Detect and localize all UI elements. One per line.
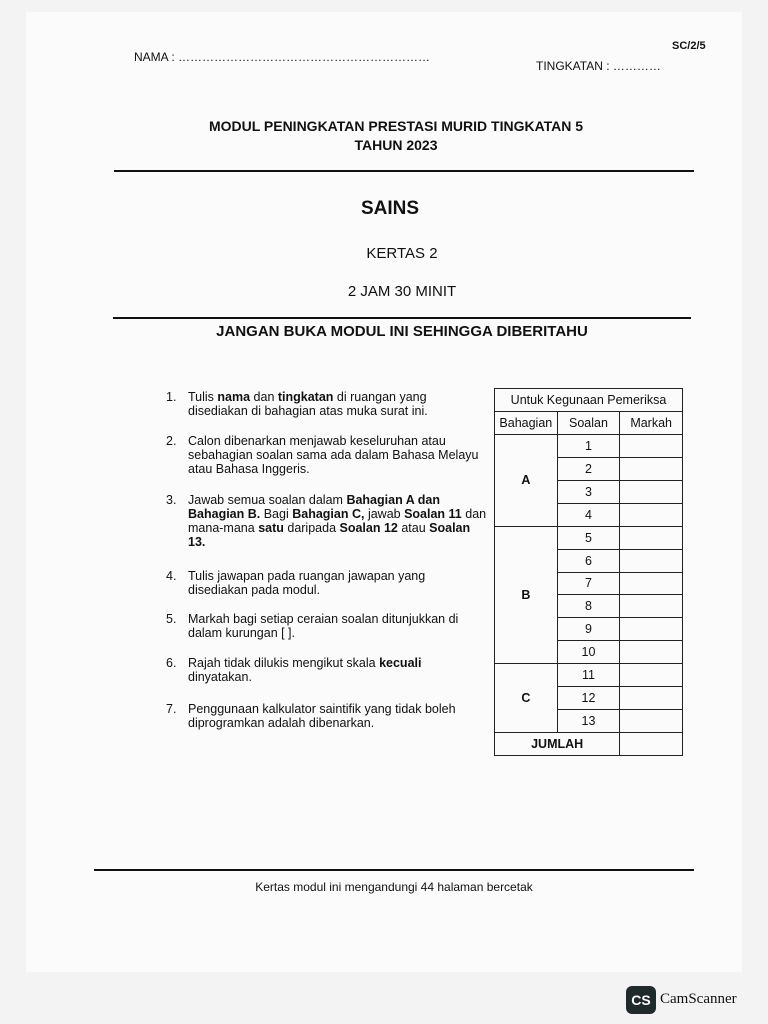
instruction-text: Calon dibenarkan menjawab keseluruhan atau sebahagian soalan sama ada dalam Bahasa Melayu atau Bahasa Inggeris. [188, 434, 479, 476]
table-row [495, 526, 683, 549]
marks-cell[interactable] [620, 503, 683, 526]
instruction-number: 7. [166, 702, 177, 716]
marks-cell[interactable] [620, 687, 683, 710]
marks-cell[interactable] [620, 457, 683, 480]
instruction-number: 3. [166, 493, 177, 507]
camscanner-logo-icon: CS [626, 986, 656, 1014]
section-label-a: A [495, 434, 558, 526]
question-number: 1 [557, 434, 620, 457]
divider-bottom [94, 869, 694, 871]
divider-middle [113, 317, 691, 319]
page-count-note: Kertas modul ini mengandungi 44 halaman bercetak [255, 880, 533, 894]
instruction-number: 2. [166, 434, 177, 448]
instruction-number: 4. [166, 569, 177, 583]
form-level-field: TINGKATAN : ………… [536, 59, 661, 73]
marks-cell[interactable] [620, 480, 683, 503]
question-number: 6 [557, 549, 620, 572]
instruction-text: Penggunaan kalkulator saintifik yang tidak boleh diprogramkan adalah dibenarkan. [188, 702, 456, 730]
table-header-soalan: Soalan [557, 411, 620, 434]
total-marks-cell[interactable] [620, 733, 683, 756]
instruction-text: Markah bagi setiap ceraian soalan ditunjukkan di dalam kurungan [ ]. [188, 612, 459, 640]
divider-top [114, 170, 694, 172]
table-row [495, 664, 683, 687]
marks-cell[interactable] [620, 572, 683, 595]
question-number: 8 [557, 595, 620, 618]
section-label-c: C [495, 664, 558, 733]
instruction-number: 5. [166, 612, 177, 626]
module-title: MODUL PENINGKATAN PRESTASI MURID TINGKATAN 5 [208, 118, 584, 134]
question-number: 3 [557, 480, 620, 503]
instruction-number: 6. [166, 656, 177, 670]
question-number: 11 [557, 664, 620, 687]
instruction-number: 1. [166, 390, 177, 404]
question-number: 4 [557, 503, 620, 526]
marks-cell[interactable] [620, 526, 683, 549]
table-row [495, 434, 683, 457]
subject-title: SAINS [360, 198, 420, 219]
question-number: 13 [557, 710, 620, 733]
question-number: 5 [557, 526, 620, 549]
marks-cell[interactable] [620, 549, 683, 572]
question-number: 7 [557, 572, 620, 595]
exam-duration: 2 JAM 30 MINIT [347, 283, 457, 300]
marks-cell[interactable] [620, 710, 683, 733]
marks-cell[interactable] [620, 618, 683, 641]
instruction-text: Rajah tidak dilukis mengikut skala kecuali dinyatakan. [188, 656, 422, 684]
question-number: 10 [557, 641, 620, 664]
marks-cell[interactable] [620, 664, 683, 687]
paper-number: KERTAS 2 [366, 245, 438, 262]
question-number: 9 [557, 618, 620, 641]
instruction-text: Jawab semua soalan dalam Bahagian A dan Bahagian B. Bagi Bahagian C, jawab Soalan 11 dan mana-mana satu daripada Soalan 12 atau Soalan 13. [188, 493, 487, 549]
student-name-field: NAMA : ……………………………………………………… [134, 50, 431, 64]
paper-code: SC/2/5 [672, 40, 706, 52]
question-number: 2 [557, 457, 620, 480]
warning-text: JANGAN BUKA MODUL INI SEHINGGA DIBERITAHU [216, 323, 588, 340]
instruction-text: Tulis nama dan tingkatan di ruangan yang disediakan di bahagian atas muka surat ini. [188, 390, 428, 418]
instruction-text: Tulis jawapan pada ruangan jawapan yang disediakan pada modul. [188, 569, 426, 597]
camscanner-label: CamScanner [660, 991, 737, 1007]
question-number: 12 [557, 687, 620, 710]
marks-cell[interactable] [620, 595, 683, 618]
marks-cell[interactable] [620, 434, 683, 457]
table-title: Untuk Kegunaan Pemeriksa [495, 389, 683, 412]
section-label-b: B [495, 526, 558, 664]
marks-cell[interactable] [620, 641, 683, 664]
examiner-score-table [494, 388, 683, 756]
table-header-bahagian: Bahagian [495, 411, 558, 434]
table-header-markah: Markah [620, 411, 683, 434]
module-year: TAHUN 2023 [354, 137, 438, 153]
total-label: JUMLAH [495, 733, 620, 756]
